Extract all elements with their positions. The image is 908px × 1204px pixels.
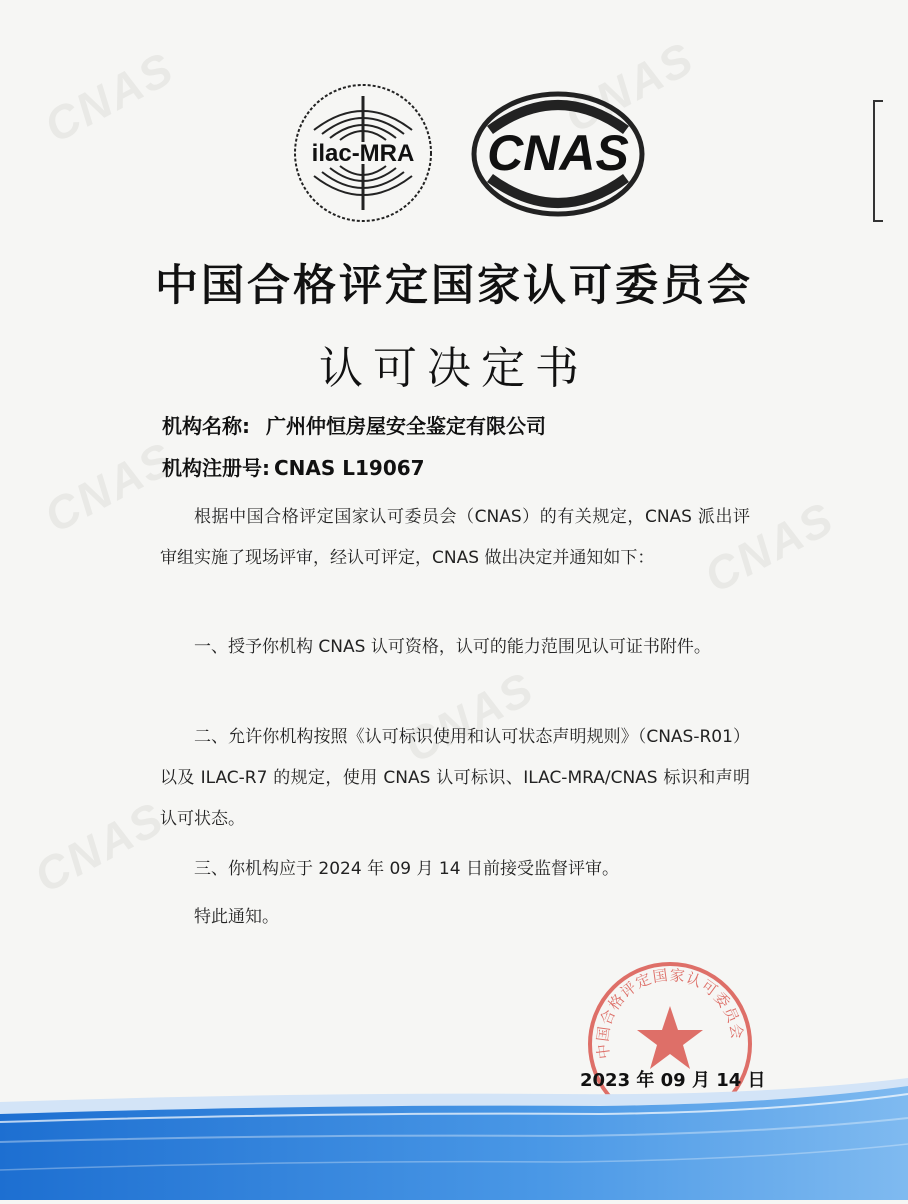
- item-1-paragraph: 一、授予你机构 CNAS 认可资格，认可的能力范围见认可证书附件。: [194, 637, 711, 657]
- issue-date: 2023 年 09 月 14 日: [580, 1070, 766, 1091]
- org-name-label: 机构名称:: [162, 414, 250, 438]
- document-title: 认可决定书: [319, 343, 589, 394]
- watermark: CNAS: [25, 791, 173, 903]
- footer-wave: [0, 1060, 908, 1200]
- ilac-mra-logo: [292, 82, 434, 224]
- org-title: 中国合格评定国家认可委员会: [155, 261, 753, 311]
- cnas-logo-text: CNAS: [487, 125, 629, 181]
- intro-paragraph: 根据中国合格评定国家认可委员会（CNAS）的有关规定，CNAS 派出评审组实施了现场评审，经认可评定，CNAS 做出决定并通知如下：: [160, 507, 750, 568]
- watermark: CNAS: [695, 491, 843, 603]
- cnas-logo: [470, 90, 646, 218]
- ilac-logo-text: ilac-MRA: [311, 140, 415, 167]
- seal-text: 中国合格评定国家认可委员会: [593, 965, 747, 1060]
- reg-no-label: 机构注册号:: [162, 456, 270, 480]
- reg-no-value: CNAS L19067: [274, 456, 425, 480]
- edge-bracket: [873, 100, 883, 222]
- closing-paragraph: 特此通知。: [194, 907, 279, 927]
- watermark: CNAS: [395, 661, 543, 773]
- item-2-paragraph: 二、允许你机构按照《认可标识使用和认可状态声明规则》（CNAS-R01）以及 ILAC-R7 的规定，使用 CNAS 认可标识、ILAC-MRA/CNAS 标识和声明认可状态。: [160, 727, 750, 829]
- reg-no-row: [162, 452, 425, 481]
- watermark: CNAS: [35, 431, 183, 543]
- item-3-paragraph: 三、你机构应于 2024 年 09 月 14 日前接受监督评审。: [194, 859, 619, 879]
- watermark: CNAS: [555, 31, 703, 143]
- watermark: CNAS: [35, 41, 183, 153]
- org-name-value: 广州仲恒房屋安全鉴定有限公司: [266, 414, 546, 438]
- org-name-row: [162, 410, 546, 439]
